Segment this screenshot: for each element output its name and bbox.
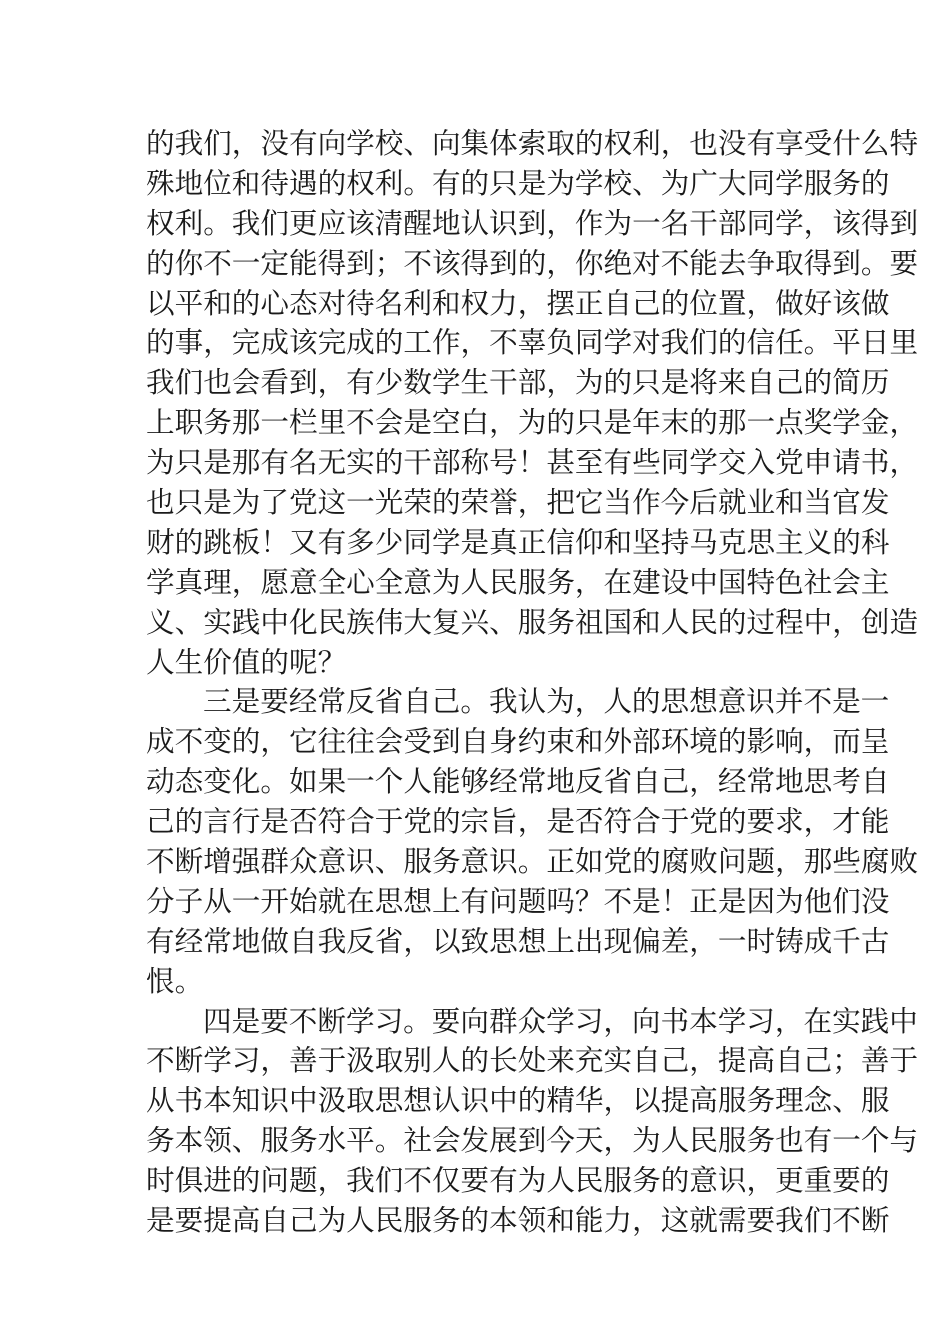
text-line: 不断增强群众意识、服务意识。正如党的腐败问题，那些腐败 <box>146 844 919 879</box>
text-line: 的事，完成该完成的工作，不辜负同学对我们的信任。平日里 <box>146 325 919 360</box>
text-line: 权利。我们更应该清醒地认识到，作为一名干部同学，该得到 <box>146 205 919 240</box>
text-line: 三是要经常反省自己。我认为，人的思想意识并不是一 <box>203 684 890 719</box>
text-line: 己的言行是否符合于党的宗旨，是否符合于党的要求，才能 <box>146 804 890 839</box>
text-line: 成不变的，它往往会受到自身约束和外部环境的影响，而呈 <box>146 724 890 759</box>
text-line: 殊地位和待遇的权利。有的只是为学校、为广大同学服务的 <box>146 165 890 200</box>
text-line: 义、实践中化民族伟大复兴、服务祖国和人民的过程中，创造 <box>146 604 919 639</box>
document-body <box>146 124 919 1241</box>
text-line: 四是要不断学习。要向群众学习，向书本学习，在实践中 <box>203 1003 918 1038</box>
text-line: 是要提高自己为人民服务的本领和能力，这就需要我们不断 <box>146 1203 890 1238</box>
text-line: 学真理，愿意全心全意为人民服务，在建设中国特色社会主 <box>146 564 890 599</box>
text-line: 也只是为了党这一光荣的荣誉，把它当作今后就业和当官发 <box>146 485 890 520</box>
text-line: 为只是那有名无实的干部称号！甚至有些同学交入党申请书， <box>146 445 919 480</box>
paragraph-2 <box>146 682 919 1001</box>
text-line: 的你不一定能得到；不该得到的，你绝对不能去争取得到。要 <box>146 245 919 280</box>
text-line: 不断学习，善于汲取别人的长处来充实自己，提高自己；善于 <box>146 1043 919 1078</box>
text-line: 务本领、服务水平。社会发展到今天，为人民服务也有一个与 <box>146 1123 919 1158</box>
text-line: 我们也会看到，有少数学生干部，为的只是将来自己的简历 <box>146 365 890 400</box>
text-line: 恨。 <box>146 963 204 998</box>
text-line: 从书本知识中汲取思想认识中的精华，以提高服务理念、服 <box>146 1083 890 1118</box>
text-line: 分子从一开始就在思想上有问题吗？不是！正是因为他们没 <box>146 883 890 918</box>
text-line: 财的跳板！又有多少同学是真正信仰和坚持马克思主义的科 <box>146 524 890 559</box>
text-line: 人生价值的呢？ <box>146 644 347 679</box>
text-line: 时俱进的问题，我们不仅要有为人民服务的意识，更重要的 <box>146 1163 890 1198</box>
text-line: 上职务那一栏里不会是空白，为的只是年末的那一点奖学金， <box>146 405 919 440</box>
paragraph-3 <box>146 1002 919 1241</box>
text-line: 以平和的心态对待名利和权力，摆正自己的位置，做好该做 <box>146 285 890 320</box>
text-line: 的我们，没有向学校、向集体索取的权利，也没有享受什么特 <box>146 126 919 160</box>
text-line: 有经常地做自我反省，以致思想上出现偏差，一时铸成千古 <box>146 923 890 958</box>
text-line: 动态变化。如果一个人能够经常地反省自己，经常地思考自 <box>146 764 890 799</box>
paragraph-1 <box>146 124 919 682</box>
